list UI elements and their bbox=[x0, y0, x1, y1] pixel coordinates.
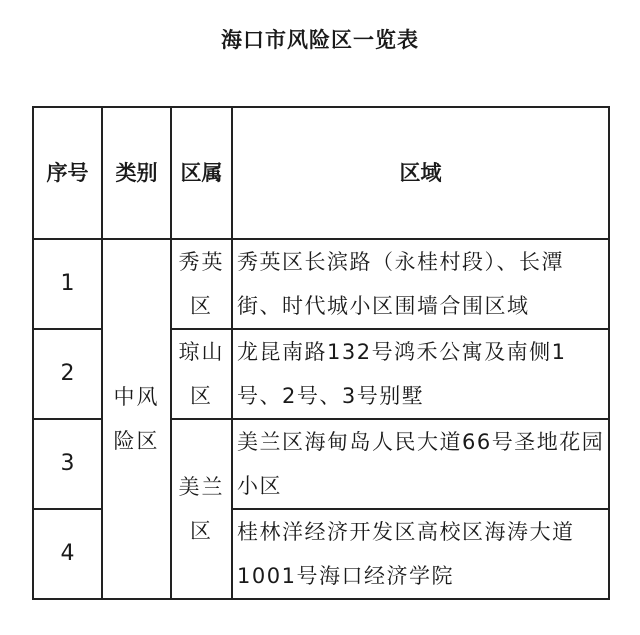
area-cell: 秀英区长滨路（永桂村段）、长潭街、时代城小区围墙合围区域 bbox=[232, 239, 609, 329]
table-header-row bbox=[33, 107, 609, 239]
district-cell-meilan: 美兰区 bbox=[171, 419, 232, 599]
row-index: 4 bbox=[33, 509, 102, 599]
header-district: 区属 bbox=[171, 107, 232, 239]
area-cell: 美兰区海甸岛人民大道66号圣地花园小区 bbox=[232, 419, 609, 509]
district-cell-qiongshan: 琼山区 bbox=[171, 329, 232, 419]
header-category: 类别 bbox=[102, 107, 171, 239]
row-index: 3 bbox=[33, 419, 102, 509]
area-cell: 桂林洋经济开发区高校区海涛大道1001号海口经济学院 bbox=[232, 509, 609, 599]
header-area: 区域 bbox=[232, 107, 609, 239]
risk-area-table bbox=[32, 106, 610, 600]
district-cell-xiuying: 秀英区 bbox=[171, 239, 232, 329]
row-index: 1 bbox=[33, 239, 102, 329]
page-title: 海口市风险区一览表 bbox=[221, 28, 419, 52]
row-index: 2 bbox=[33, 329, 102, 419]
area-cell: 龙昆南路132号鸿禾公寓及南侧1号、2号、3号别墅 bbox=[232, 329, 609, 419]
header-index: 序号 bbox=[33, 107, 102, 239]
category-cell: 中风险区 bbox=[102, 239, 171, 599]
table-row bbox=[33, 239, 609, 329]
